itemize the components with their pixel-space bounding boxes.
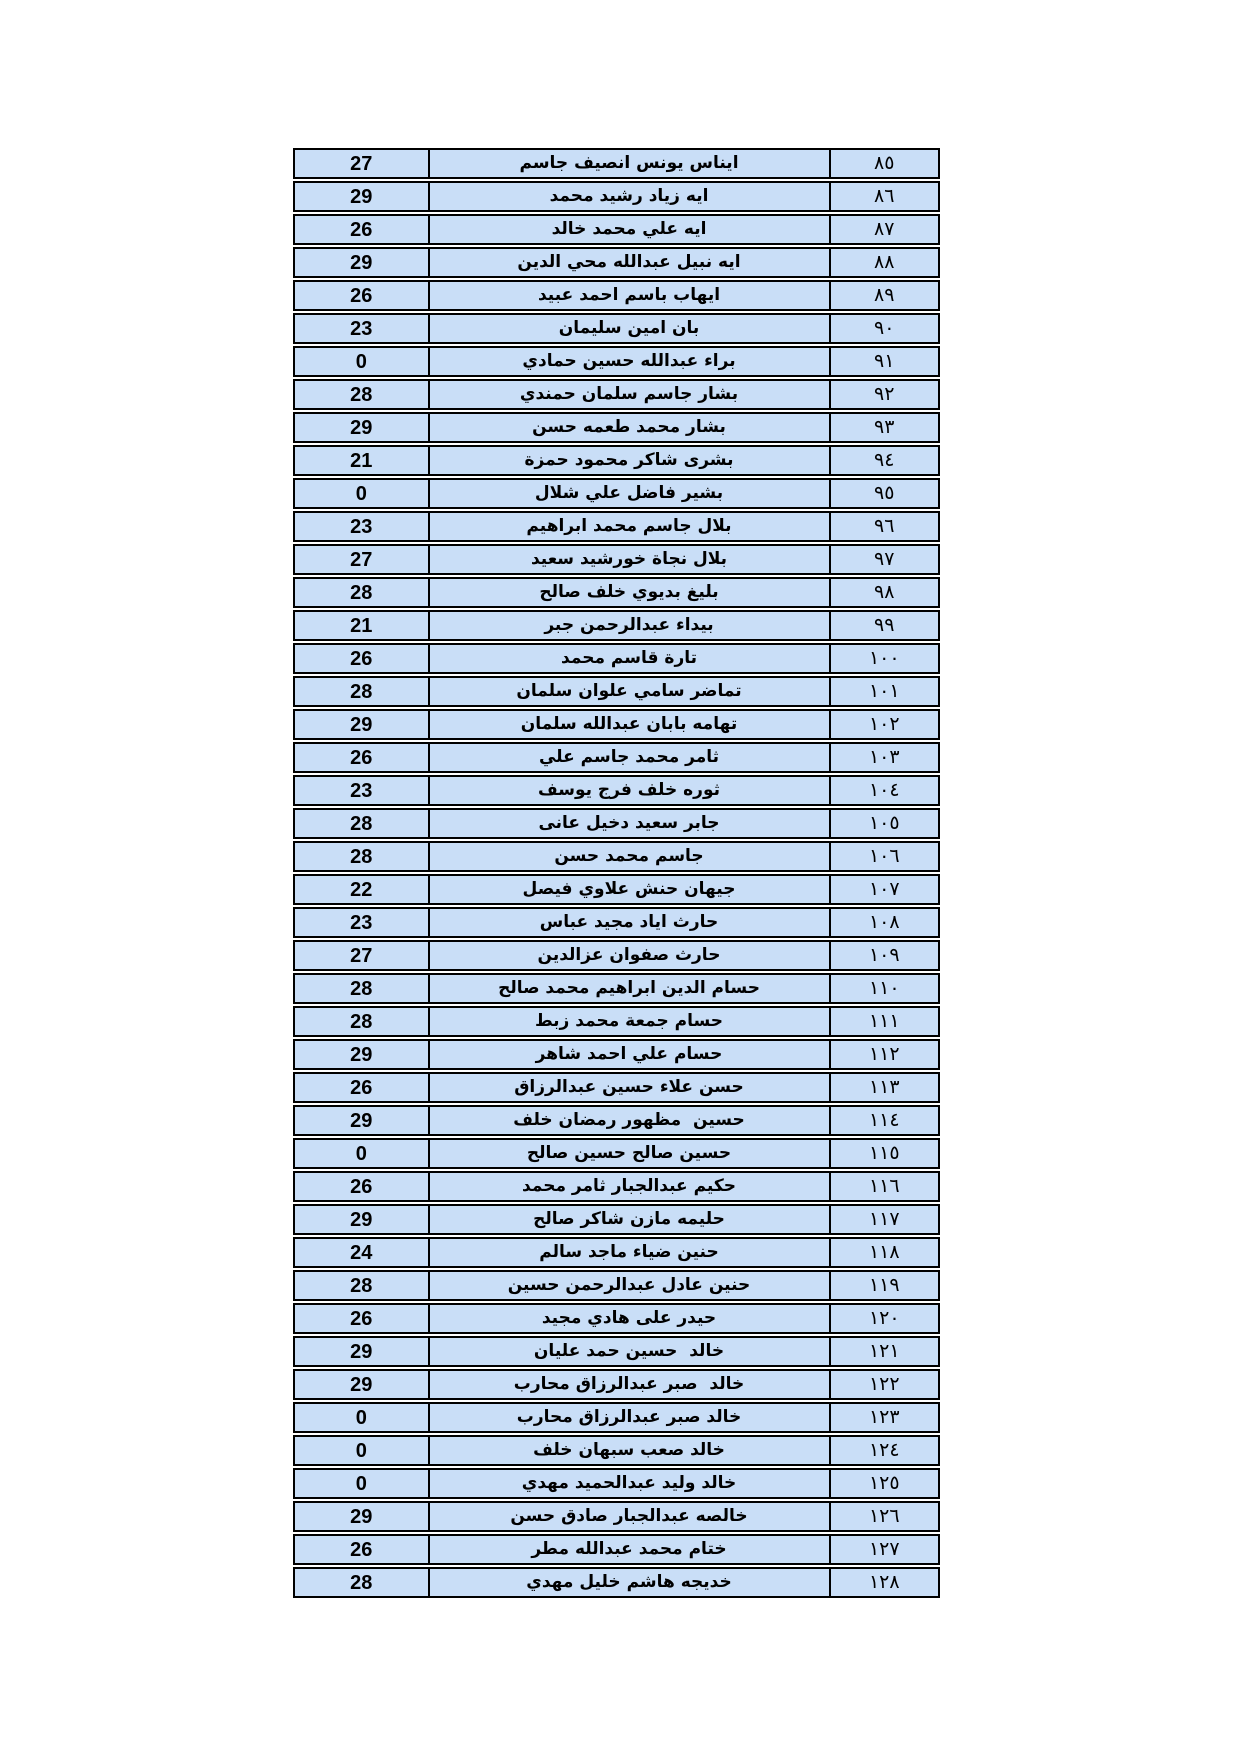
score-cell: 29 <box>295 1503 430 1530</box>
table-row <box>293 280 940 311</box>
name-cell: حارث صفوان عزالدين <box>430 942 831 969</box>
name-cell: براء عبدالله حسين حمادي <box>430 348 831 375</box>
table-row <box>293 1567 940 1598</box>
name-cell: ايهاب باسم احمد عبيد <box>430 282 831 309</box>
score-cell: 0 <box>295 1140 430 1167</box>
table-row <box>293 1501 940 1532</box>
name-cell: ثامر محمد جاسم علي <box>430 744 831 771</box>
name-cell: حسن علاء حسين عبدالرزاق <box>430 1074 831 1101</box>
name-cell: حنين ضياء ماجد سالم <box>430 1239 831 1266</box>
serial-number-cell: ١٠٧ <box>868 878 900 900</box>
table-row <box>293 1204 940 1235</box>
serial-number-cell: ١١٠ <box>868 977 900 999</box>
serial-number-cell: ٩٦ <box>874 515 895 537</box>
serial-number-cell: ٨٦ <box>874 185 895 207</box>
name-cell: ايه زياد رشيد محمد <box>430 183 831 210</box>
name-cell: خالصه عبدالجبار صادق حسن <box>430 1503 831 1530</box>
score-cell: 28 <box>295 1272 430 1299</box>
serial-number-cell: ١١١ <box>868 1010 900 1032</box>
name-cell: حنين عادل عبدالرحمن حسين <box>430 1272 831 1299</box>
table-row <box>293 808 940 839</box>
table-row <box>293 940 940 971</box>
serial-number-cell: ١٠٩ <box>868 944 900 966</box>
name-cell: خديجه هاشم خليل مهدي <box>430 1569 831 1596</box>
serial-number-cell: ١٠٨ <box>868 911 900 933</box>
name-cell: تهامه بابان عبدالله سلمان <box>430 711 831 738</box>
serial-number-cell: ١٢٢ <box>868 1373 900 1395</box>
serial-number-cell: ١٠٢ <box>868 713 900 735</box>
name-cell: بان امين سليمان <box>430 315 831 342</box>
name-cell: حارث اياد مجيد عباس <box>430 909 831 936</box>
serial-number-cell: ٩٩ <box>874 614 895 636</box>
name-cell: خالد صعب سبهان خلف <box>430 1437 831 1464</box>
name-cell: حيدر على هادي مجيد <box>430 1305 831 1332</box>
table-row <box>293 1138 940 1169</box>
table-row <box>293 709 940 740</box>
table-row <box>293 1534 940 1565</box>
serial-number-cell: ١٠٥ <box>868 812 900 834</box>
score-cell: 26 <box>295 282 430 309</box>
name-cell: حليمه مازن شاكر صالح <box>430 1206 831 1233</box>
table-row <box>293 1006 940 1037</box>
table-row <box>293 148 940 179</box>
score-cell: 27 <box>295 546 430 573</box>
score-cell: 26 <box>295 645 430 672</box>
name-cell: بشار محمد طعمه حسن <box>430 414 831 441</box>
serial-number-cell: ١١٧ <box>868 1208 900 1230</box>
score-cell: 29 <box>295 249 430 276</box>
serial-number-cell: ٩٢ <box>874 383 895 405</box>
serial-number-cell: ٨٧ <box>874 218 895 240</box>
table-row <box>293 313 940 344</box>
name-cell: ختام محمد عبدالله مطر <box>430 1536 831 1563</box>
score-cell: 29 <box>295 711 430 738</box>
name-cell: ايه نبيل عبدالله محي الدين <box>430 249 831 276</box>
serial-number-cell: ٩٤ <box>874 449 895 471</box>
serial-number-cell: ١٢٦ <box>868 1505 900 1527</box>
serial-number-cell: ١٢٧ <box>868 1538 900 1560</box>
serial-number-cell: ١٢١ <box>868 1340 900 1362</box>
score-cell: 21 <box>295 612 430 639</box>
name-cell: جابر سعيد دخيل عانى <box>430 810 831 837</box>
table-row <box>293 247 940 278</box>
serial-number-cell: ١٢٥ <box>868 1472 900 1494</box>
table-row <box>293 841 940 872</box>
score-cell: 27 <box>295 942 430 969</box>
score-cell: 26 <box>295 216 430 243</box>
score-cell: 28 <box>295 381 430 408</box>
name-cell: بلال جاسم محمد ابراهيم <box>430 513 831 540</box>
score-cell: 22 <box>295 876 430 903</box>
score-cell: 29 <box>295 1206 430 1233</box>
score-cell: 29 <box>295 1041 430 1068</box>
name-cell: بشير فاضل علي شلال <box>430 480 831 507</box>
table-row <box>293 181 940 212</box>
score-cell: 26 <box>295 1305 430 1332</box>
table-row <box>293 445 940 476</box>
name-cell: حسام علي احمد شاهر <box>430 1041 831 1068</box>
name-cell: خالد حسين حمد عليان <box>430 1338 831 1365</box>
name-cell: جاسم محمد حسن <box>430 843 831 870</box>
table-row <box>293 1237 940 1268</box>
score-cell: 23 <box>295 777 430 804</box>
score-cell: 23 <box>295 315 430 342</box>
serial-number-cell: ٩٠ <box>874 317 895 339</box>
score-cell: 27 <box>295 150 430 177</box>
table-row <box>293 1336 940 1367</box>
table-row <box>293 1468 940 1499</box>
score-cell: 28 <box>295 1569 430 1596</box>
name-cell: بشار جاسم سلمان حمندي <box>430 381 831 408</box>
score-cell: 28 <box>295 678 430 705</box>
name-cell: بشرى شاكر محمود حمزة <box>430 447 831 474</box>
score-cell: 29 <box>295 1371 430 1398</box>
score-cell: 26 <box>295 1536 430 1563</box>
name-cell: تارة قاسم محمد <box>430 645 831 672</box>
name-cell: ايناس يونس انصيف جاسم <box>430 150 831 177</box>
score-cell: 0 <box>295 480 430 507</box>
serial-number-cell: ٩٣ <box>874 416 895 438</box>
name-cell: خالد وليد عبدالحميد مهدي <box>430 1470 831 1497</box>
serial-number-cell: ١١٩ <box>868 1274 900 1296</box>
score-cell: 28 <box>295 810 430 837</box>
serial-number-cell: ٨٨ <box>874 251 895 273</box>
serial-number-cell: ١٢٨ <box>868 1571 900 1593</box>
table-row <box>293 1303 940 1334</box>
name-cell: حسين صالح حسين صالح <box>430 1140 831 1167</box>
score-cell: 21 <box>295 447 430 474</box>
name-cell: حكيم عبدالجبار ثامر محمد <box>430 1173 831 1200</box>
serial-number-cell: ١٠٠ <box>868 647 900 669</box>
score-cell: 24 <box>295 1239 430 1266</box>
serial-number-cell: ١١٢ <box>868 1043 900 1065</box>
table-row <box>293 1105 940 1136</box>
serial-number-cell: ٩٥ <box>874 482 895 504</box>
serial-number-cell: ٩٨ <box>874 581 895 603</box>
table-row <box>293 544 940 575</box>
serial-number-cell: ٨٥ <box>874 152 895 174</box>
serial-number-cell: ١٠١ <box>868 680 900 702</box>
table-row <box>293 346 940 377</box>
table-row <box>293 577 940 608</box>
serial-number-cell: ١١٥ <box>868 1142 900 1164</box>
score-cell: 26 <box>295 1173 430 1200</box>
table-row <box>293 1435 940 1466</box>
table-row <box>293 1039 940 1070</box>
serial-number-cell: ١٠٤ <box>868 779 900 801</box>
score-cell: 26 <box>295 1074 430 1101</box>
table-row <box>293 775 940 806</box>
name-cell: بلال نجاة خورشيد سعيد <box>430 546 831 573</box>
table-row <box>293 973 940 1004</box>
table-row <box>293 379 940 410</box>
name-cell: خالد صبر عبدالرزاق محارب <box>430 1371 831 1398</box>
score-cell: 0 <box>295 348 430 375</box>
score-cell: 28 <box>295 843 430 870</box>
table-row <box>293 1171 940 1202</box>
table-row <box>293 412 940 443</box>
score-cell: 29 <box>295 183 430 210</box>
score-cell: 26 <box>295 744 430 771</box>
table-row <box>293 874 940 905</box>
serial-number-cell: ٩١ <box>874 350 895 372</box>
score-cell: 0 <box>295 1470 430 1497</box>
name-cell: ثوره خلف فرج يوسف <box>430 777 831 804</box>
table-row <box>293 610 940 641</box>
name-cell: بيداء عبدالرحمن جبر <box>430 612 831 639</box>
name-cell: حسام الدين ابراهيم محمد صالح <box>430 975 831 1002</box>
score-cell: 28 <box>295 579 430 606</box>
serial-number-cell: ١١٦ <box>868 1175 900 1197</box>
name-cell: جيهان حنش علاوي فيصل <box>430 876 831 903</box>
score-cell: 0 <box>295 1437 430 1464</box>
serial-number-cell: ٨٩ <box>874 284 895 306</box>
name-cell: حسين مظهور رمضان خلف <box>430 1107 831 1134</box>
score-cell: 29 <box>295 414 430 441</box>
score-cell: 29 <box>295 1338 430 1365</box>
score-cell: 0 <box>295 1404 430 1431</box>
table-row <box>293 478 940 509</box>
table-row <box>293 1270 940 1301</box>
serial-number-cell: ١١٨ <box>868 1241 900 1263</box>
score-cell: 23 <box>295 513 430 540</box>
table-row <box>293 214 940 245</box>
results-table <box>293 148 940 1598</box>
name-cell: تماضر سامي علوان سلمان <box>430 678 831 705</box>
name-cell: ايه علي محمد خالد <box>430 216 831 243</box>
serial-number-cell: ١٢٣ <box>868 1406 900 1428</box>
serial-number-cell: ١٢٤ <box>868 1439 900 1461</box>
serial-number-cell: ١٠٦ <box>868 845 900 867</box>
serial-number-cell: ١٢٠ <box>868 1307 900 1329</box>
table-row <box>293 676 940 707</box>
table-row <box>293 511 940 542</box>
name-cell: بليغ بديوي خلف صالح <box>430 579 831 606</box>
score-cell: 23 <box>295 909 430 936</box>
table-row <box>293 1402 940 1433</box>
table-row <box>293 643 940 674</box>
serial-number-cell: ١١٣ <box>868 1076 900 1098</box>
table-row <box>293 1369 940 1400</box>
serial-number-cell: ١٠٣ <box>868 746 900 768</box>
score-cell: 28 <box>295 1008 430 1035</box>
table-row <box>293 742 940 773</box>
serial-number-cell: ١١٤ <box>868 1109 900 1131</box>
score-cell: 28 <box>295 975 430 1002</box>
name-cell: خالد صبر عبدالرزاق محارب <box>430 1404 831 1431</box>
serial-number-cell: ٩٧ <box>874 548 895 570</box>
name-cell: حسام جمعة محمد زبط <box>430 1008 831 1035</box>
table-row <box>293 1072 940 1103</box>
table-row <box>293 907 940 938</box>
score-cell: 29 <box>295 1107 430 1134</box>
